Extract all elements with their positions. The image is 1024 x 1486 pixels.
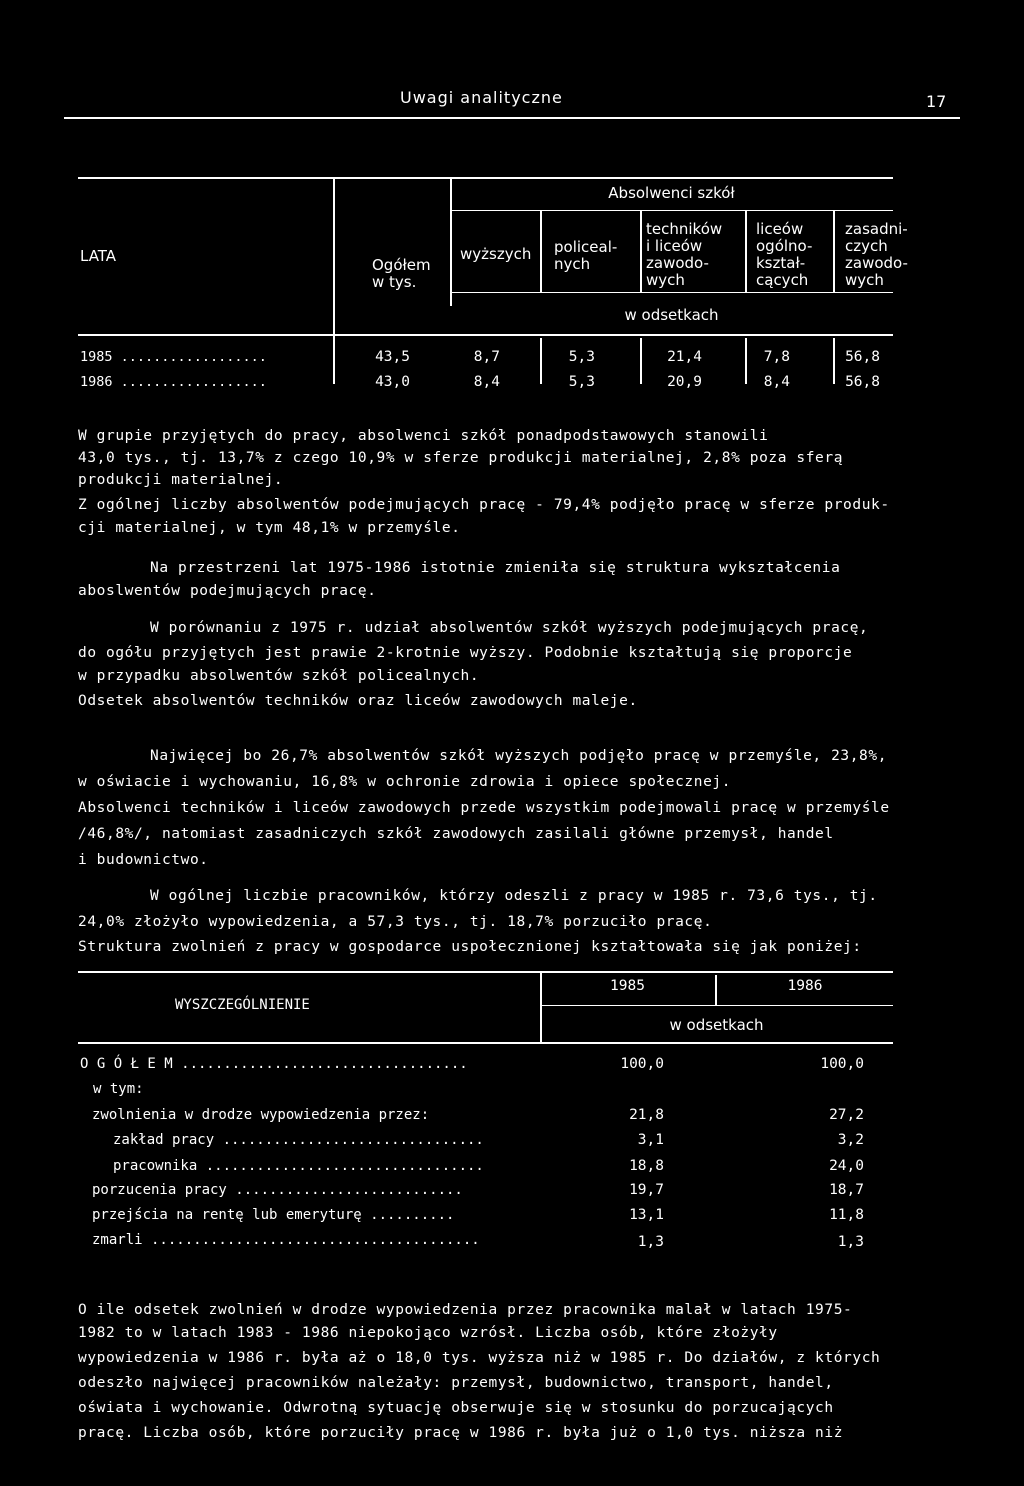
unit-row-rule <box>450 292 893 293</box>
table2-top-rule <box>78 971 893 973</box>
row-policealnych: 5,3 <box>568 374 595 390</box>
col-sep-1 <box>333 178 335 384</box>
text-line: W grupie przyjętych do pracy, absolwenci szkół ponadpodstawowych stanowili <box>78 428 769 444</box>
text-line: produkcji materialnej. <box>78 472 284 488</box>
text-line: O ile odsetek zwolnień w drodze wypowiedzenia przez pracownika malał w latach 1975- <box>78 1302 853 1318</box>
table2-row-v1: 21,8 <box>629 1107 664 1123</box>
row-year: 1986 .................. <box>80 374 267 390</box>
table2-header-bottom-rule <box>78 1042 893 1044</box>
table2-row-v2: 3,2 <box>837 1132 864 1148</box>
table-top-rule <box>78 177 893 179</box>
row-wyzszych: 8,4 <box>473 374 500 390</box>
table2-year-sep <box>715 975 717 1005</box>
header-rule <box>64 117 960 119</box>
text-line: odeszło najwięcej pracowników należały: przemysł, budownictwo, transport, handel, <box>78 1375 834 1391</box>
body-col-sep-4 <box>745 338 747 384</box>
col-technikow-2: i liceów <box>646 237 703 255</box>
page-header-title: Uwagi analityczne <box>400 88 563 107</box>
text-line: W porównaniu z 1975 r. udział absolwentów szkół wyższych podejmujących pracę, <box>150 620 869 636</box>
text-line: aboslwentów podejmujących pracę. <box>78 583 377 599</box>
table2-row-label: zakład pracy ............................... <box>113 1132 484 1148</box>
table2-unit: w odsetkach <box>669 1016 764 1034</box>
col-ogolem-line2: w tys. <box>372 273 417 291</box>
row-wyzszych: 8,7 <box>473 349 500 365</box>
table2-row-v2: 18,7 <box>829 1182 864 1198</box>
text-line: pracę. Liczba osób, które porzuciły pracę w 1986 r. była już o 1,0 tys. niższa niż <box>78 1425 844 1441</box>
col-technikow-3: zawodo- <box>646 254 709 272</box>
header-bottom-rule <box>78 334 893 336</box>
col-sep-2 <box>450 178 452 306</box>
table2-row-label: pracownika ................................. <box>113 1158 484 1174</box>
body-col-sep-3 <box>640 338 642 384</box>
table2-row-label: porzucenia pracy ........................... <box>92 1182 463 1198</box>
text-line: w przypadku absolwentów szkół policealnych. <box>78 668 480 684</box>
col-zasadniczych-3: zawodo- <box>845 254 908 272</box>
col-liceow-1: liceów <box>756 220 804 238</box>
text-line: /46,8%/, natomiast zasadniczych szkół zawodowych zasilali główne przemysł, handel <box>78 826 834 842</box>
row-zasadniczych: 56,8 <box>845 349 880 365</box>
page-number: 17 <box>926 92 947 111</box>
table2-row-v2: 100,0 <box>820 1056 864 1072</box>
col-lata: LATA <box>80 247 117 265</box>
text-line: w oświacie i wychowaniu, 16,8% w ochronie zdrowia i opiece społecznej. <box>78 774 732 790</box>
col-liceow-3: kształ- <box>756 254 806 272</box>
table2-row-v1: 100,0 <box>620 1056 664 1072</box>
table2-year-rule <box>540 1005 893 1006</box>
col-liceow-2: ogólno- <box>756 237 813 255</box>
unit-row-label: w odsetkach <box>624 306 719 324</box>
text-line: Najwięcej bo 26,7% absolwentów szkół wyższych podjęło pracę w przemyśle, 23,8%, <box>150 748 888 764</box>
text-line: 1982 to w latach 1983 - 1986 niepokojąco wzrósł. Liczba osób, które złożyły <box>78 1325 778 1341</box>
table2-row-label: w tym: <box>93 1081 144 1097</box>
col-zasadniczych-1: zasadni- <box>845 220 908 238</box>
table2-year1: 1985 <box>610 978 645 994</box>
text-line: Odsetek absolwentów techników oraz liceów zawodowych maleje. <box>78 693 638 709</box>
text-line: 43,0 tys., tj. 13,7% z czego 10,9% w sferze produkcji materialnej, 2,8% poza sferą <box>78 450 844 466</box>
col-wyzszych: wyższych <box>460 245 532 263</box>
table2-row-v1: 13,1 <box>629 1207 664 1223</box>
col-zasadniczych-2: czych <box>845 237 888 255</box>
col-liceow-4: cących <box>756 271 809 289</box>
row-ogolem: 43,5 <box>375 349 410 365</box>
row-liceow: 7,8 <box>763 349 790 365</box>
text-line: W ogólnej liczbie pracowników, którzy odeszli z pracy w 1985 r. 73,6 tys., tj. <box>150 888 878 904</box>
table2-row-label: zwolnienia w drodze wypowiedzenia przez: <box>92 1107 430 1123</box>
col-sep-3 <box>540 211 542 292</box>
col-technikow-4: wych <box>646 271 685 289</box>
table2-row-v2: 27,2 <box>829 1107 864 1123</box>
col-zasadniczych-4: wych <box>845 271 884 289</box>
table2-year2: 1986 <box>787 978 823 994</box>
body-col-sep-5 <box>833 338 835 384</box>
col-ogolem-line1: Ogółem <box>372 256 431 274</box>
text-line: oświata i wychowanie. Odwrotną sytuację obserwuje się w stosunku do porzucających <box>78 1400 834 1416</box>
table2-row-v1: 3,1 <box>637 1132 664 1148</box>
text-line: cji materialnej, w tym 48,1% w przemyśle. <box>78 520 461 536</box>
table2-header-label: WYSZCZEGÓLNIENIE <box>175 997 310 1013</box>
table2-row-label: zmarli ....................................... <box>92 1232 480 1248</box>
text-line: Na przestrzeni lat 1975-1986 istotnie zmieniła się struktura wykształcenia <box>150 560 841 576</box>
text-line: Absolwenci techników i liceów zawodowych przede wszystkim podejmowali pracę w przemyśle <box>78 800 890 816</box>
table2-row-v1: 19,7 <box>629 1182 664 1198</box>
col-sep-4 <box>640 211 642 292</box>
table2-row-v1: 1,3 <box>637 1234 664 1250</box>
row-zasadniczych: 56,8 <box>845 374 880 390</box>
col-sep-5 <box>745 211 747 292</box>
table2-row-label: przejścia na rentę lub emeryturę .......... <box>92 1207 455 1223</box>
col-policealnych-2: nych <box>554 255 591 273</box>
row-year: 1985 .................. <box>80 349 267 365</box>
col-policealnych-1: policeal- <box>554 238 618 256</box>
col-sep-6 <box>833 211 835 292</box>
text-line: wypowiedzenia w 1986 r. była aż o 18,0 tys. wyższa niż w 1985 r. Do działów, z których <box>78 1350 881 1366</box>
row-technikow: 20,9 <box>667 374 702 390</box>
col-technikow-1: techników <box>646 220 723 238</box>
text-line: do ogółu przyjętych jest prawie 2-krotnie wyższy. Podobnie kształtują się proporcje <box>78 645 853 661</box>
row-ogolem: 43,0 <box>375 374 410 390</box>
text-line: i budownictwo. <box>78 852 209 868</box>
row-liceow: 8,4 <box>763 374 790 390</box>
group-header-rule <box>450 210 893 211</box>
table2-row-label: O G Ó Ł E M .................................. <box>80 1056 468 1072</box>
table2-row-v1: 18,8 <box>629 1158 664 1174</box>
text-line: Struktura zwolnień z pracy w gospodarce uspołecznionej kształtowała się jak poniżej: <box>78 939 862 955</box>
table2-row-v2: 11,8 <box>829 1207 864 1223</box>
row-policealnych: 5,3 <box>568 349 595 365</box>
table-group-header: Absolwenci szkół <box>608 184 735 202</box>
text-line: 24,0% złożyło wypowiedzenia, a 57,3 tys., tj. 18,7% porzuciło pracę. <box>78 914 713 930</box>
body-col-sep-2 <box>540 338 542 384</box>
table2-row-v2: 24,0 <box>829 1158 864 1174</box>
text-line: Z ogólnej liczby absolwentów podejmujących pracę - 79,4% podjęło pracę w sferze produk- <box>78 497 890 513</box>
row-technikow: 21,4 <box>667 349 702 365</box>
table2-row-v2: 1,3 <box>837 1234 864 1250</box>
